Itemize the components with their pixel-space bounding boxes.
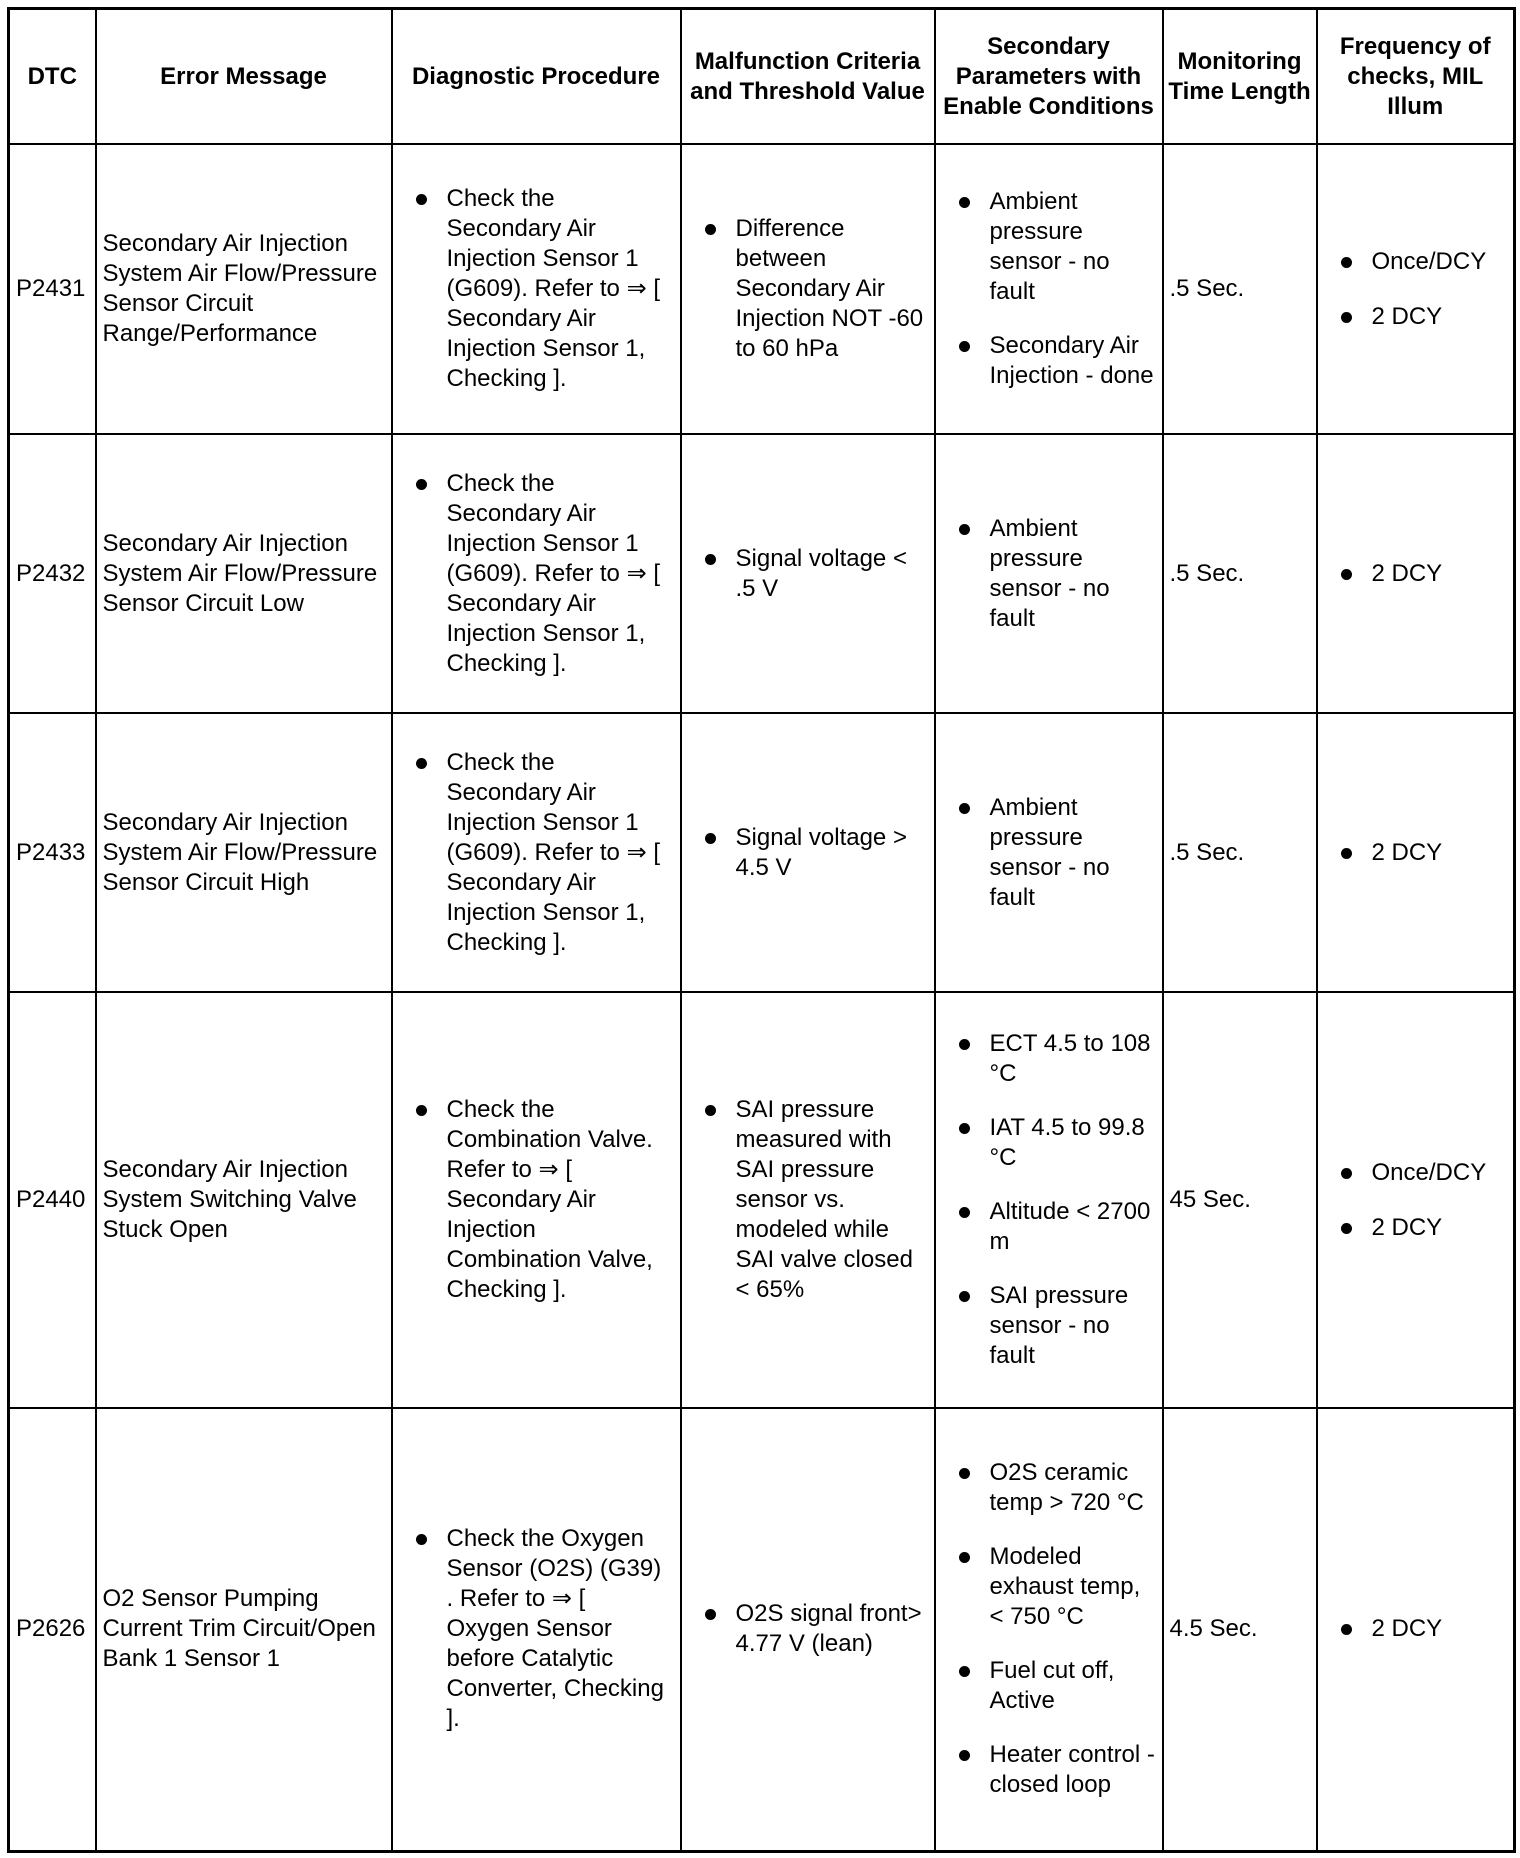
error-message: Secondary Air Injection System Air Flow/Pressure Sensor Circuit High <box>96 713 392 992</box>
secondary-parameters <box>935 434 1163 713</box>
secondary-parameters <box>935 713 1163 992</box>
dtc-table <box>7 7 1516 1853</box>
table-row <box>9 713 1515 992</box>
diagnostic-procedure <box>392 1408 681 1851</box>
procedure-item: Check the Secondary Air Injection Sensor 1 (G609). Refer to ⇒ [ Secondary Air Injection Sensor 1, Checking ]. <box>399 748 675 958</box>
criteria-item: Signal voltage > 4.5 V <box>688 823 929 883</box>
frequency <box>1317 144 1515 434</box>
header-diagnostic-procedure: Diagnostic Procedure <box>392 9 681 145</box>
secondary-item: Ambient pressure sensor - no fault <box>942 793 1157 913</box>
criteria-item: O2S signal front> 4.77 V (lean) <box>688 1599 929 1659</box>
header-error-message: Error Message <box>96 9 392 145</box>
secondary-item: Fuel cut off, Active <box>942 1656 1157 1716</box>
malfunction-criteria <box>681 992 935 1408</box>
header-dtc: DTC <box>9 9 96 145</box>
diagnostic-procedure <box>392 713 681 992</box>
secondary-item: Ambient pressure sensor - no fault <box>942 514 1157 634</box>
criteria-item: Signal voltage < .5 V <box>688 544 929 604</box>
frequency <box>1317 992 1515 1408</box>
frequency-item: 2 DCY <box>1324 302 1509 332</box>
malfunction-criteria <box>681 713 935 992</box>
secondary-item: Heater control - closed loop <box>942 1740 1157 1800</box>
procedure-item: Check the Combination Valve. Refer to ⇒ [ Secondary Air Injection Combination Valve, Checking ]. <box>399 1095 675 1305</box>
header-frequency: Frequency of checks, MIL Illum <box>1317 9 1515 145</box>
table-row <box>9 144 1515 434</box>
secondary-parameters <box>935 992 1163 1408</box>
header-row <box>9 9 1515 145</box>
dtc-code: P2440 <box>9 992 96 1408</box>
monitoring-time: .5 Sec. <box>1163 434 1317 713</box>
error-message: Secondary Air Injection System Air Flow/Pressure Sensor Circuit Low <box>96 434 392 713</box>
frequency-item: Once/DCY <box>1324 247 1509 277</box>
dtc-code: P2431 <box>9 144 96 434</box>
secondary-parameters <box>935 144 1163 434</box>
monitoring-time: 4.5 Sec. <box>1163 1408 1317 1851</box>
dtc-code: P2626 <box>9 1408 96 1851</box>
secondary-item: Ambient pressure sensor - no fault <box>942 187 1157 307</box>
dtc-code: P2432 <box>9 434 96 713</box>
table-row <box>9 1408 1515 1851</box>
header-malfunction-criteria: Malfunction Criteria and Threshold Value <box>681 9 935 145</box>
table-row <box>9 992 1515 1408</box>
error-message: Secondary Air Injection System Air Flow/Pressure Sensor Circuit Range/Performance <box>96 144 392 434</box>
monitoring-time: .5 Sec. <box>1163 713 1317 992</box>
error-message: Secondary Air Injection System Switching Valve Stuck Open <box>96 992 392 1408</box>
secondary-item: ECT 4.5 to 108 °C <box>942 1029 1157 1089</box>
secondary-item: IAT 4.5 to 99.8 °C <box>942 1113 1157 1173</box>
criteria-item: SAI pressure measured with SAI pressure sensor vs. modeled while SAI valve closed < 65% <box>688 1095 929 1305</box>
diagnostic-procedure <box>392 992 681 1408</box>
frequency-item: 2 DCY <box>1324 1213 1509 1243</box>
frequency-item: 2 DCY <box>1324 559 1509 589</box>
secondary-item: O2S ceramic temp > 720 °C <box>942 1458 1157 1518</box>
secondary-item: Modeled exhaust temp, < 750 °C <box>942 1542 1157 1632</box>
header-secondary-parameters: Secondary Parameters with Enable Conditions <box>935 9 1163 145</box>
secondary-parameters <box>935 1408 1163 1851</box>
header-monitoring-time: Monitoring Time Length <box>1163 9 1317 145</box>
monitoring-time: .5 Sec. <box>1163 144 1317 434</box>
criteria-item: Difference between Secondary Air Injection NOT -60 to 60 hPa <box>688 214 929 364</box>
error-message: O2 Sensor Pumping Current Trim Circuit/Open Bank 1 Sensor 1 <box>96 1408 392 1851</box>
secondary-item: Altitude < 2700 m <box>942 1197 1157 1257</box>
frequency-item: 2 DCY <box>1324 1614 1509 1644</box>
dtc-code: P2433 <box>9 713 96 992</box>
secondary-item: Secondary Air Injection - done <box>942 331 1157 391</box>
malfunction-criteria <box>681 434 935 713</box>
procedure-item: Check the Secondary Air Injection Sensor 1 (G609). Refer to ⇒ [ Secondary Air Injection Sensor 1, Checking ]. <box>399 469 675 679</box>
malfunction-criteria <box>681 1408 935 1851</box>
frequency-item: Once/DCY <box>1324 1158 1509 1188</box>
malfunction-criteria <box>681 144 935 434</box>
diagnostic-procedure <box>392 434 681 713</box>
procedure-item: Check the Secondary Air Injection Sensor 1 (G609). Refer to ⇒ [ Secondary Air Injection Sensor 1, Checking ]. <box>399 184 675 394</box>
frequency <box>1317 1408 1515 1851</box>
frequency-item: 2 DCY <box>1324 838 1509 868</box>
frequency <box>1317 434 1515 713</box>
diagnostic-procedure <box>392 144 681 434</box>
monitoring-time: 45 Sec. <box>1163 992 1317 1408</box>
secondary-item: SAI pressure sensor - no fault <box>942 1281 1157 1371</box>
table-row <box>9 434 1515 713</box>
frequency <box>1317 713 1515 992</box>
procedure-item: Check the Oxygen Sensor (O2S) (G39) . Refer to ⇒ [ Oxygen Sensor before Catalytic Converter, Checking ]. <box>399 1524 675 1734</box>
